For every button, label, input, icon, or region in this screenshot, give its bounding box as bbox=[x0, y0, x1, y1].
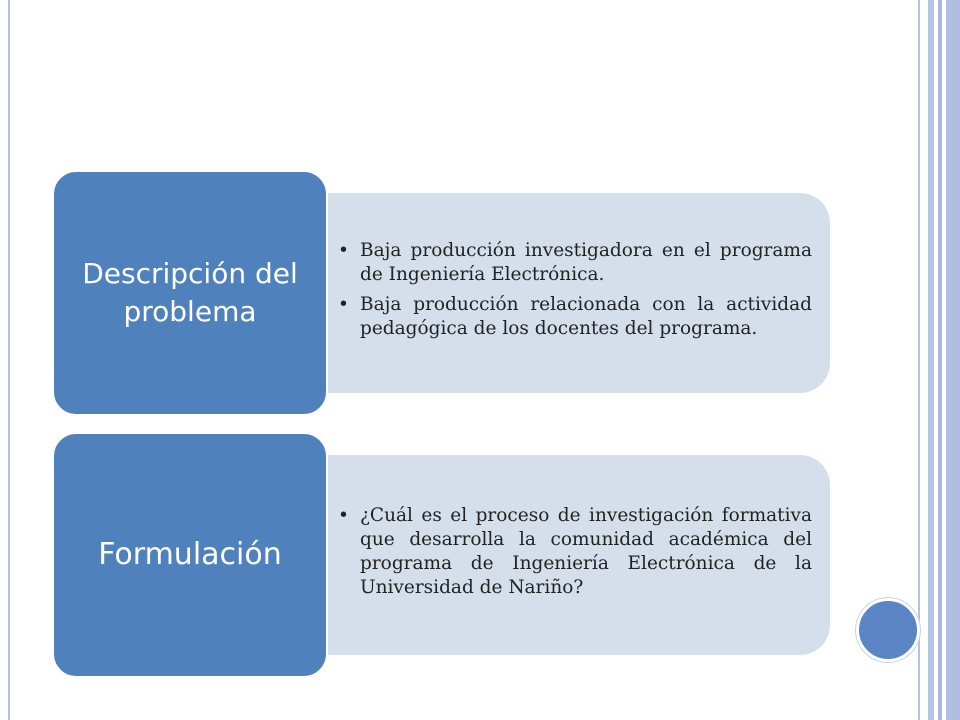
decorative-stripe bbox=[946, 0, 960, 720]
formulation-title: Formulación bbox=[98, 537, 282, 572]
formulation-label bbox=[52, 432, 328, 678]
problem-description-title: Descripción del problema bbox=[82, 257, 298, 328]
problem-description-bullets bbox=[360, 239, 812, 347]
decorative-circle bbox=[856, 598, 920, 662]
problem-description-label bbox=[52, 170, 328, 416]
formulation-panel bbox=[300, 455, 830, 655]
decorative-stripe bbox=[928, 0, 934, 720]
bullet-item: • Baja producción relacionada con la actividad pedagógica de los docentes del programa. bbox=[360, 293, 812, 341]
decorative-stripe bbox=[938, 0, 942, 720]
slide-frame-left-line bbox=[8, 0, 10, 720]
problem-description-panel bbox=[300, 193, 830, 393]
bullet-item: • ¿Cuál es el proceso de investigación formativa que desarrolla la comunidad académica del programa de Ingeniería Electrónica de la Universidad de Nariño? bbox=[360, 504, 812, 600]
slide-frame-right-line bbox=[918, 0, 920, 720]
bullet-item: • Baja producción investigadora en el programa de Ingeniería Electrónica. bbox=[360, 239, 812, 287]
formulation-bullets bbox=[360, 504, 812, 606]
